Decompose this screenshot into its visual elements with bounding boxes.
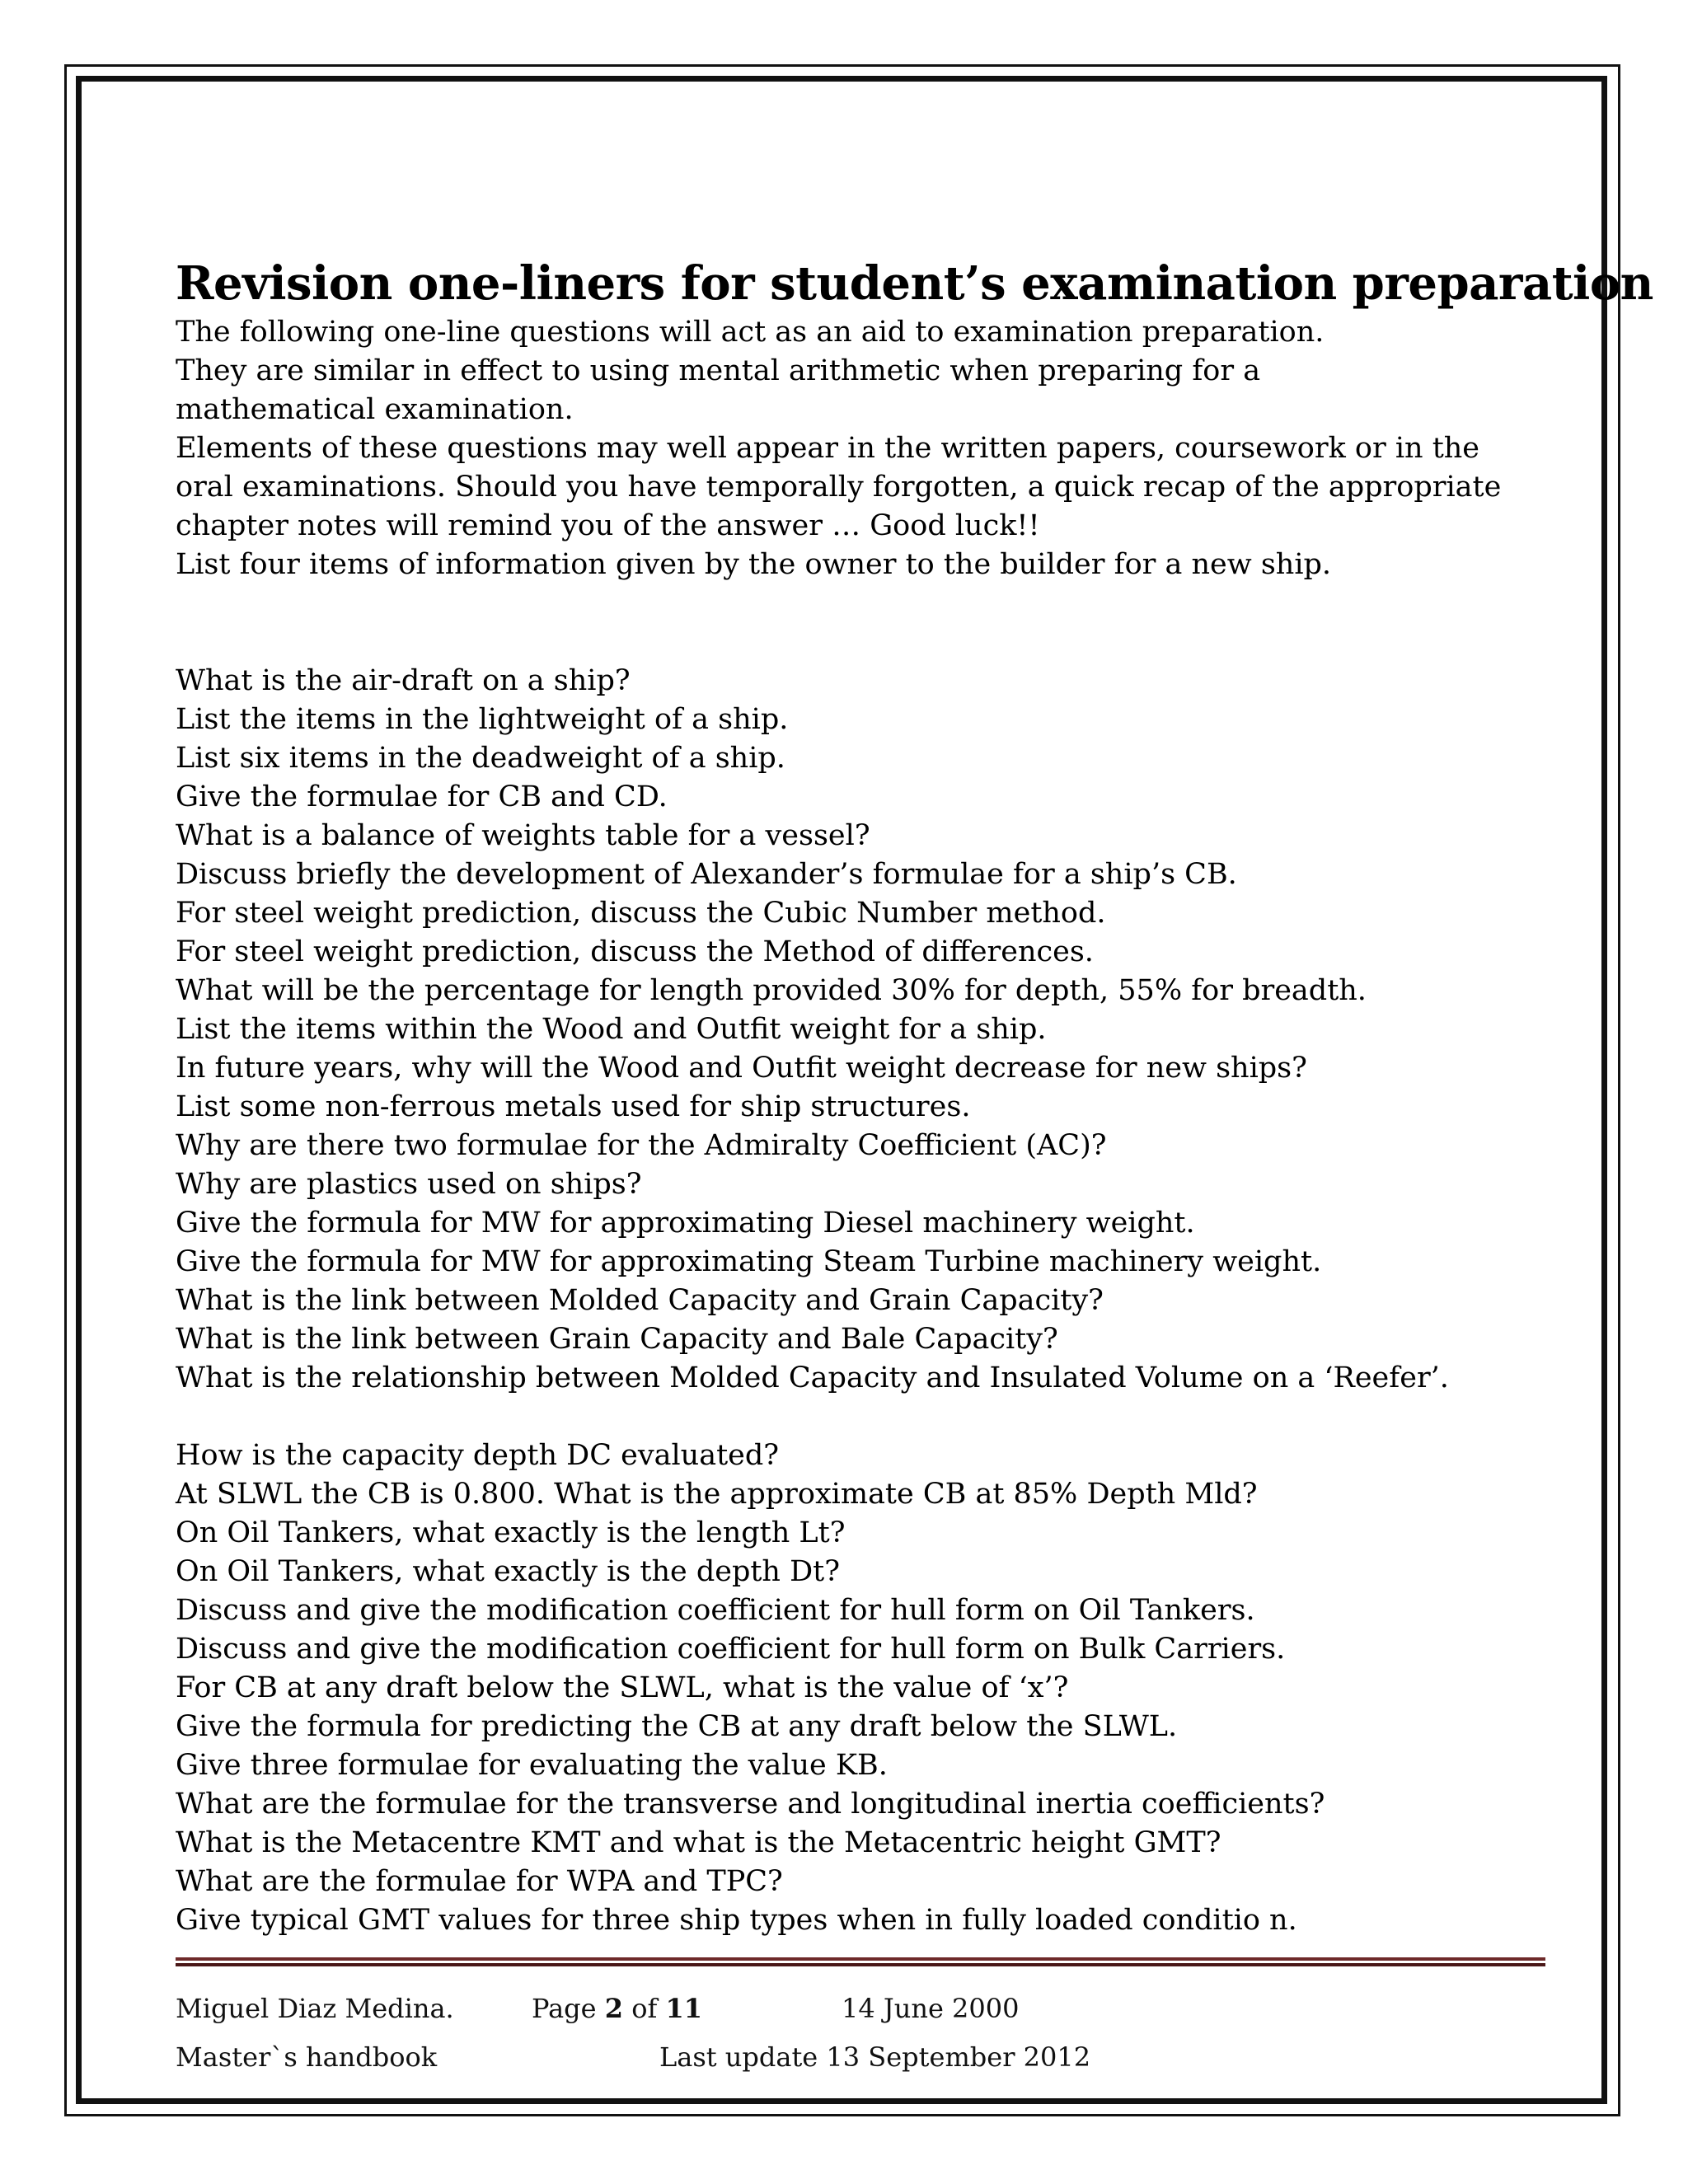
question-item: Give the formulae for CB and CD. bbox=[176, 780, 668, 813]
question-item: Give the formula for MW for approximating Diesel machinery weight. bbox=[176, 1207, 1195, 1240]
question-item: Give the formula for predicting the CB at any draft below the SLWL. bbox=[176, 1710, 1178, 1743]
question-item: List the items within the Wood and Outfit weight for a ship. bbox=[176, 1013, 1047, 1046]
footer-date: 14 June 2000 bbox=[842, 1993, 1020, 2024]
question-item: Why are plastics used on ships? bbox=[176, 1168, 642, 1201]
page-content bbox=[176, 254, 1653, 1940]
question-item: Discuss briefly the development of Alexander’s formulae for a ship’s CB. bbox=[176, 858, 1237, 891]
intro-paragraph: The following one-line questions will act as an aid to examination preparation. bbox=[176, 316, 1325, 349]
question-item: How is the capacity depth DC evaluated? bbox=[176, 1439, 780, 1472]
footer-rule bbox=[176, 1957, 1545, 1966]
question-item: Give three formulae for evaluating the value KB. bbox=[176, 1749, 888, 1782]
footer-last-update: Last update 13 September 2012 bbox=[659, 2041, 1091, 2073]
question-item: In future years, why will the Wood and Outfit weight decrease for new ships? bbox=[176, 1052, 1307, 1085]
intro-question: List four items of information given by the owner to the builder for a new ship. bbox=[176, 548, 1332, 581]
question-list bbox=[176, 662, 1536, 1398]
question-item: On Oil Tankers, what exactly is the depth Dt? bbox=[176, 1555, 840, 1588]
question-item: What is the relationship between Molded Capacity and Insulated Volume on a ‘Reefer’. bbox=[176, 1361, 1449, 1394]
question-item: At SLWL the CB is 0.800. What is the approximate CB at 85% Depth Mld? bbox=[176, 1478, 1258, 1511]
question-item: Give the formula for MW for approximating Steam Turbine machinery weight. bbox=[176, 1245, 1322, 1278]
question-item: On Oil Tankers, what exactly is the length Lt? bbox=[176, 1516, 846, 1549]
question-item: What will be the percentage for length provided 30% for depth, 55% for breadth. bbox=[176, 974, 1367, 1007]
question-item: What is a balance of weights table for a vessel? bbox=[176, 819, 870, 852]
question-list bbox=[176, 1436, 1536, 1940]
question-item: What is the air-draft on a ship? bbox=[176, 664, 631, 697]
question-item: List the items in the lightweight of a ship. bbox=[176, 703, 789, 736]
intro-section bbox=[176, 313, 1536, 584]
footer-page-number: Page 2 of 11 bbox=[532, 1993, 703, 2024]
page-title: Revision one-liners for student’s examination preparation bbox=[176, 256, 1653, 311]
question-item: Why are there two formulae for the Admiralty Coefficient (AC)? bbox=[176, 1129, 1107, 1162]
question-item: Give typical GMT values for three ship types when in fully loaded conditio n. bbox=[176, 1904, 1297, 1937]
spacer bbox=[176, 1398, 1536, 1436]
question-item: List six items in the deadweight of a ship. bbox=[176, 742, 785, 775]
intro-paragraph: Elements of these questions may well appear in the written papers, coursework or in the oral examinations. Should you have temporally forgotten, a quick recap of the appropriate chapter notes will remind you of the answer … Good luck!! bbox=[176, 432, 1502, 542]
intro-paragraph: They are similar in effect to using mental arithmetic when preparing for a mathematical examination. bbox=[176, 354, 1261, 426]
spacer bbox=[176, 584, 1536, 662]
question-item: What are the formulae for the transverse and longitudinal inertia coefficients? bbox=[176, 1788, 1325, 1821]
question-item: What are the formulae for WPA and TPC? bbox=[176, 1865, 783, 1898]
question-item: Discuss and give the modification coefficient for hull form on Oil Tankers. bbox=[176, 1594, 1255, 1627]
footer-author: Miguel Diaz Medina. bbox=[176, 1993, 454, 2024]
question-item: What is the link between Grain Capacity and Bale Capacity? bbox=[176, 1323, 1058, 1356]
question-item: For CB at any draft below the SLWL, what is the value of ‘x’? bbox=[176, 1671, 1069, 1704]
question-item: For steel weight prediction, discuss the Method of differences. bbox=[176, 935, 1094, 968]
question-item: List some non-ferrous metals used for ship structures. bbox=[176, 1090, 971, 1123]
question-item: What is the link between Molded Capacity and Grain Capacity? bbox=[176, 1284, 1104, 1317]
question-item: What is the Metacentre KMT and what is the Metacentric height GMT? bbox=[176, 1826, 1221, 1859]
question-item: Discuss and give the modification coefficient for hull form on Bulk Carriers. bbox=[176, 1633, 1286, 1666]
footer-book-title: Master`s handbook bbox=[176, 2041, 438, 2073]
question-item: For steel weight prediction, discuss the Cubic Number method. bbox=[176, 897, 1106, 930]
